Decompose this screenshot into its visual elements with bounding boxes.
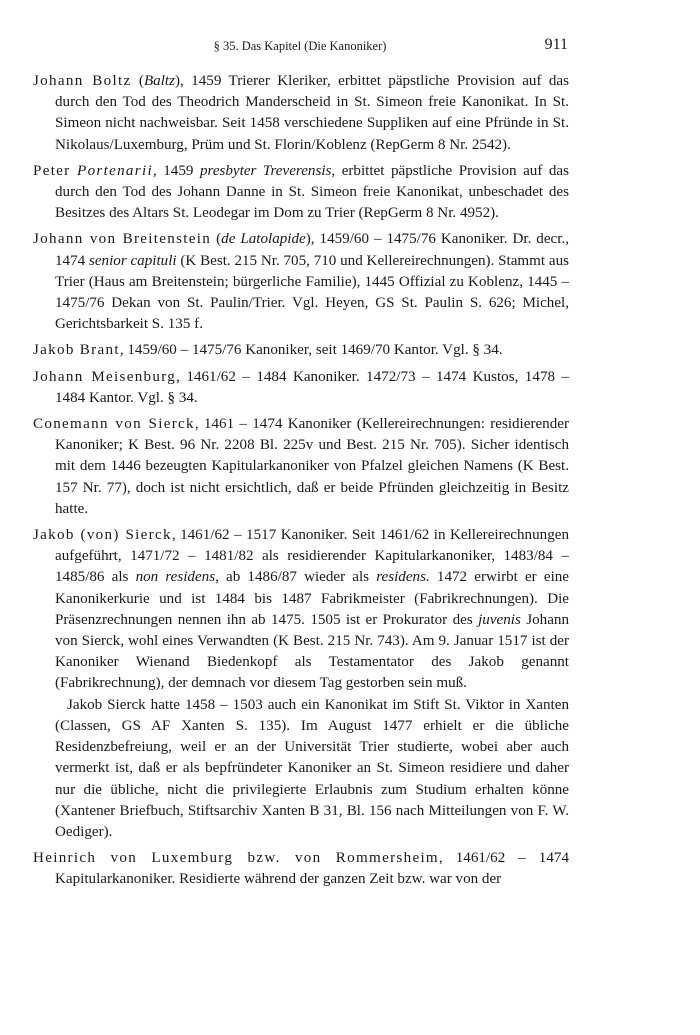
entry-name: Heinrich von Luxemburg bzw. von Rommersheim	[33, 850, 439, 867]
entry	[33, 525, 569, 843]
entry-text: (	[211, 231, 222, 248]
entry-text: , 1461/62 – 1484 Kanoniker. 1472/73 – 1474 Kustos, 1478 – 1484 Kantor. Vgl. § 34.	[55, 368, 569, 406]
entry	[33, 229, 569, 335]
entry-text: , 1461/62 – 1517 Kanoniker. Seit 1461/62 in Kellereirechnungen aufgeführt, 1471/72 – 1481/82 als residierender Kapitularkanoniker, 1483/84 – 1485/86 als	[55, 527, 569, 586]
entry-text: , ab 1486/87 wieder als	[215, 569, 377, 586]
entry-text: Johann von Sierck, wohl eines Verwandten (K Best. 215 Nr. 743). Am 9. Januar 1517 ist der Kanoniker Wienand Biedenkopf als Testamentator des Jakob genannt (Fabrikrechnung), der demnach vor diesem Tag gestorben sein muß.	[55, 611, 569, 692]
entry-italic-text: senior capituli	[88, 252, 177, 269]
entry-text: , 1461 – 1474 Kanoniker (Kellereirechnungen: residierender Kanoniker; K Best. 96 Nr. 2208 Bl. 225v und Best. 215 Nr. 705). Sicher identisch mit dem 1446 bezeugten Kapitularkanoniker von Pfalzel gleichen Namens (K Best. 157 Nr. 77), doch ist nicht ersichtlich, daß er beide Pfründen gleichzeitig in Besitz hatte.	[55, 416, 569, 517]
running-head: § 35. Das Kapitel (Die Kanoniker)	[213, 39, 387, 53]
entry-italic-text: non residens	[135, 569, 216, 586]
entry-text: , erbittet päpstliche Provision auf das durch den Tod des Johann Danne in St. Simeon freie Kanonikat, unbeschadet des Besitzes des Altars St. Leodegar im Dom zu Trier (RepGerm 8 Nr. 4952).	[55, 162, 569, 222]
entry-italic-text: residens.	[376, 569, 430, 586]
entry-italic-text: Portenarii	[77, 162, 153, 179]
entry	[33, 71, 569, 156]
entry-name: Jakob Brant	[33, 342, 120, 359]
entry-name: Peter	[33, 162, 71, 179]
entry-italic-text: presbyter Treverensis	[199, 162, 332, 179]
entry-text: (	[131, 73, 144, 89]
entry-name: Conemann von Sierck	[33, 416, 195, 433]
entry	[33, 161, 569, 225]
entry-text: , 1461/62 – 1474 Kapitularkanoniker. Residierte während der ganzen Zeit bzw. war von der	[55, 850, 569, 888]
entry-text: , 1459/60 – 1475/76 Kanoniker, seit 1469/70 Kantor. Vgl. § 34.	[119, 342, 503, 359]
page-number: 911	[544, 36, 568, 53]
page-header	[32, 36, 568, 58]
entry-italic-text: juvenis	[478, 611, 521, 628]
entry-italic-text: Baltz	[143, 73, 175, 89]
entry	[33, 367, 569, 409]
entry-text: 1472 erwirbt er eine Kanonikerkurie und ist 1484 bis 1487 Fabrikmeister (Fabrikrechnungen). Die Präsenzrechnungen nennen ihn ab 1475. 1505 ist er Prokurator des	[55, 569, 570, 628]
entry-list	[33, 71, 569, 896]
entry	[33, 340, 569, 361]
entry-text: ), 1459/60 – 1475/76 Kanoniker. Dr. decr., 1474	[55, 231, 569, 269]
entry-italic-text: de Latolapide	[221, 231, 306, 248]
entry-name: Johann von Breitenstein	[33, 231, 212, 248]
entry-text: ), 1459 Trierer Kleriker, erbittet päpstliche Provision auf das durch den Tod des Theodrich Manderscheid in St. Simeon freie Kanonikat. In St. Simeon nicht nachweisbar. Seit 1458 verschiedene Suppliken auf eine Pfründe in St. Nikolaus/Luxemburg, Prüm und St. Florin/Koblenz (RepGerm 8 Nr. 2542).	[55, 73, 569, 153]
entry-text: , 1459	[152, 162, 200, 179]
entry	[33, 848, 569, 890]
entry-name: Johann Meisenburg	[33, 368, 177, 385]
entry-name: Johann Boltz	[33, 73, 132, 89]
entry	[33, 414, 569, 520]
entry-name: Jakob (von) Sierck	[33, 527, 172, 544]
entry-text: (K Best. 215 Nr. 705, 710 und Kellereirechnungen). Stammt aus Trier (Haus am Breitenstein; bürgerliche Familie), 1445 Offizial zu Koblenz, 1445 – 1475/76 Dekan von St. Paulin/Trier. Vgl. Heyen, GS St. Paulin S. 626; Michel, Gerichtsbarkeit S. 135 f.	[55, 252, 569, 333]
entry-continuation: Jakob Sierck hatte 1458 – 1503 auch ein Kanonikat im Stift St. Viktor in Xanten (Classen, GS AF Xanten S. 135). Im August 1477 erhielt er die übliche Residenzbefreiung, weil er an der Universität Trier studierte, wobei aber auch vermerkt ist, daß er als bepfründeter Kanoniker an St. Simeon residiere und daher nur die übliche, nicht die privilegierte Erlaubnis zum Studium erhalten könne (Xantener Briefbuch, Stiftsarchiv Xanten B 31, Bl. 156 nach Mitteilungen von F. W. Oediger).	[55, 696, 569, 840]
